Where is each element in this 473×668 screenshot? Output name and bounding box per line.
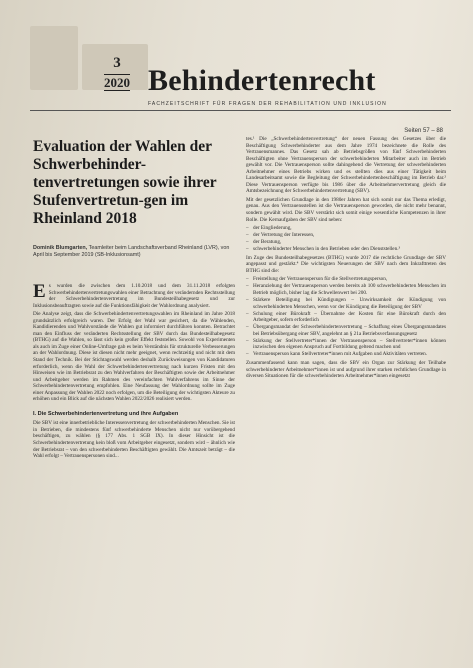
list-item: – Freistellung der Vertrauensperson für die Stellvertretungsperson, — [246, 276, 446, 283]
right-column — [246, 136, 446, 382]
list-item: – Vertrauensperson kann Stellvertreter*innen mit Aufgaben und Aktivitäten vertreten. — [246, 351, 446, 358]
list-item: – Übergangsmandat der Schwerbehindertenvertretung – Schaffung eines Übergangsmandates bei Betriebsübergang einer SBV, angelehnt an § 21a Betriebsverfassungsgesetz — [246, 324, 446, 337]
author-line — [33, 245, 238, 259]
left-column — [33, 283, 235, 462]
right-paragraph-3: Im Zuge des Bundesteilhabegesetzes (BTHG) wurde 2017 die rechtliche Grundlage der SBV angepasst und gestärkt.⁴ Die wichtigsten Neuerungen der SBV nach dem Inkrafttreten des BTHG sind die: — [246, 254, 446, 274]
list-item: – der Vertretung der Interessen, — [246, 232, 446, 239]
intro-paragraph-2: Die Analyse zeigt, dass die Schwerbehindertenvertretungswahlen im Rheinland im Jahre 2018 grundsätzlich erfolgreich waren. Der Erfolg der Wahl war gesichert, da die Wählenden, Kandidierenden und Wahlvorstände die Wahlen gut informiert durchführen konnten. Betrachtet man den Einfluss der veränderten Rechtsstellung der SBV durch das Bundesteilhabegesetz (BTHG) auf die Wahlen, so lässt sich kein großer Effekt feststellen. Sowohl von Experimenten als auch im Zuge einer Online-Umfrage gab es beim Verständnis für strukturelle Verbesserungen an der Wahlordnung. Diese ist diesen nicht mehr geeignet, wenn rechtzeitig und nicht mit dem Stand der Technik. Bei der Stichtagswahl werden deshalb Zurückweisungen von Kandidaturen erforderlich, wenn die Wahl der Schwerbehindertenvertretung nach kurzen Fristen mit den Hinweisen wie im Betriebsrat zu den Wahlverfahren der Beschäftigten sowie der Arbeitnehmer und Arbeitgeber werden im Rahmen des vereinfachten Wahlverfahrens im Sinne der Schwerbehindertenvertretung empfohlen. Eine Neufassung der Wahlordnung sollte im Zuge einer Anpassung der Wahlen 2022 noch erfolgen, um die Beteiligung der wichtigsten Akteure zu erhöhen und ein Blick auf die nächsten Wahlen 2022/2026 realisiert werden. — [33, 311, 235, 403]
author-name: Dominik Blumgarten, — [33, 245, 88, 251]
article-title: Evaluation der Wahlen der Schwerbehinder-tenvertretungen sowie ihrer Stufenvertretun-gen im Rheinland 2018 — [33, 138, 217, 227]
list-item: – Schulung einer Bürokraft – Übernahme der Kosten für eine Bürokraft durch den Arbeitgeber, sofern erforderlich — [246, 311, 446, 324]
list-item: – Stärkung der Stellvertreter*innen der Vertrauensperson – Stellvertreter*innen können inzwischen den eigenen Anspruch auf Fortbildung geltend machen und — [246, 338, 446, 351]
issue-year: 2020 — [104, 75, 130, 90]
right-paragraph-1: tes.¹ Die „Schwerbehindertenvertretung“ der neuen Fassung des Gesetzes über die Beschäftigung Schwerbehinderter aus dem Jahre 1974 bezeichnete die Rolle des Vertrauensmannes. Das Gesetz sah ab Betriebsgrößen von fünf Schwerbehinderten Beschäftigten ohne Vertrauensperson der schwerbehinderten Mitarbeiter auch im Betrieb gewählt vor. Die Vertrauensperson sollte dahingehend die Vertretung der schwerbehinderten Arbeitnehmer eines Betriebs wirken und es stellten dies aus einer Tätigkeit beim Landesarbeitsamt sowie die Begleitung der Schwerbehindertenbeschäftigung im Betrieb dar.² Diese Vertrauensperson verfügte bis 1986 über die Arbeitnehmervertretung gleich die Amtsbezeichnung der Schwerbehindertenvertretung (SBV). — [246, 136, 446, 195]
list-item: – der Eingliederung, — [246, 225, 446, 232]
intro-paragraph: Es wurden die zwischen dem 1.10.2018 und dem 31.11.2018 erfolgten Schwerbehindertenvertretungswahlen einer Betrachtung der verändernden Rechtsstellung der Schwerbehindertenvertretung im Bundesteilhabegesetz und zur Inklusionsbeauftragten sowie auf die Funktionsfähigkeit der Wahlordnung analysiert. — [33, 281, 235, 309]
journal-logo-icon — [30, 26, 148, 90]
right-paragraph-4: Zusammenfassend kann man sagen, dass die SBV ein Organ zur Stärkung der Teilhabe schwerbehinderter Arbeitnehmer*innen ist und aufgrund ihrer starken rechtlichen Grundlage in diversen Situationen für die schwerbehinderten Arbeitnehmer*innen eingesetzt — [246, 360, 446, 380]
header-rule — [30, 110, 451, 111]
task-list — [246, 225, 446, 253]
author-bio: Teamleiter beim Landschaftsverband Rheinland (LVR), von April bis September 2019 (SB-Inklusionsamt) — [33, 245, 230, 258]
list-item: – der Beratung, — [246, 239, 446, 246]
journal-title: Behindertenrecht — [148, 64, 376, 97]
list-item: – Stärkere Beteiligung bei Kündigungen – Unwirksamkeit der Kündigung von schwerbehinderten Menschen, wenn vor der Kündigung die Beteiligung der SBV — [246, 297, 446, 310]
page-range: Seiten 57 – 88 — [404, 128, 443, 134]
section-paragraph: Die SBV ist eine innerbetriebliche Interessenvertretung der schwerbehinderten Menschen. Sie ist in Betrieben, die mindestens fünf schwerbehinderte Menschen nicht nur vorübergehend beschäftigen, zu wählen (§ 177 Abs. 1 SGB IX). In dieser Hinsicht ist die Schwerbehindertenvertretung kein bloß vom Arbeitgeber eingesetzt, sondern wird – ähnlich wie der Betriebsrat – von den schwerbehinderten Beschäftigten gewählt. Die Amtszeit beträgt – die Wahl erfolgt – Vertrauenspersonen sind... — [33, 420, 235, 460]
section-heading: I. Die Schwerbehindertenvertretung und ihre Aufgaben — [33, 410, 179, 417]
changes-list — [246, 276, 446, 358]
list-item: – Heranziehung der Vertrauensperson werden bereits ab 100 schwerbehinderten Menschen im Betrieb möglich, bisher lag die Schwellenwert bei 200. — [246, 283, 446, 296]
drop-cap: E — [33, 281, 46, 302]
list-item: – schwerbehinderter Menschen in den Betrieben oder den Dienststellen.³ — [246, 246, 446, 253]
journal-subtitle: FACHZEITSCHRIFT FÜR FRAGEN DER REHABILITATION UND INKLUSION — [148, 101, 387, 107]
issue-number: 3 — [113, 55, 121, 71]
issue-badge — [104, 56, 130, 91]
right-paragraph-2: Mit der gesetzlichen Grundlage in den 1980er Jahren hat sich somit nur das Thema erledigt, genau. Aus den Vertrauensstellen ist die Vertrauensperson geworden, die nicht mehr benannt, sondern gewählt wird. Die SBV verstärkt sich somit einige wesentliche Kompetenzen in ihrer Rolle. Die Kernaufgaben der SBV sind neben: — [246, 196, 446, 223]
